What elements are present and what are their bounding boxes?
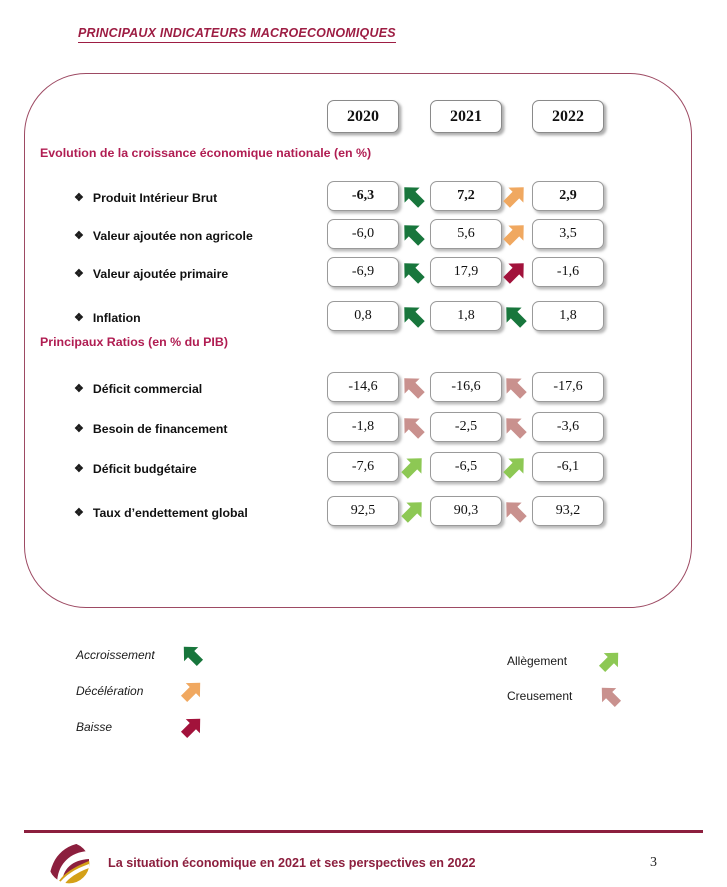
value-box-valeur-ajoutee-non-agricole-2021: 5,6 xyxy=(430,219,502,249)
indicator-label-valeur-ajoutee-non-agricole xyxy=(74,229,253,243)
value-box-deficit-budgetaire-2022: -6,1 xyxy=(532,452,604,482)
trend-arrow-accroissement-icon xyxy=(396,217,430,251)
value-box-taux-dendettement-global-2021: 90,3 xyxy=(430,496,502,526)
trend-arrow-accroissement-icon xyxy=(396,255,430,289)
indicator-label-taux-dendettement-global xyxy=(74,506,248,520)
organization-logo-icon xyxy=(45,839,93,887)
value-box-valeur-ajoutee-primaire-2022: -1,6 xyxy=(532,257,604,287)
diamond-bullet-icon: ❖ xyxy=(74,267,84,280)
year-header-2020: 2020 xyxy=(327,100,399,133)
indicator-label-text: Valeur ajoutée non agricole xyxy=(92,229,253,243)
value-box-valeur-ajoutee-primaire-2020: -6,9 xyxy=(327,257,399,287)
value-box-inflation-2022: 1,8 xyxy=(532,301,604,331)
value-box-valeur-ajoutee-non-agricole-2020: -6,0 xyxy=(327,219,399,249)
legend-arrow-deceleration-icon xyxy=(176,675,208,707)
indicator-row-besoin-de-financement xyxy=(0,412,727,446)
trend-arrow-baisse-icon xyxy=(498,255,532,289)
page-title: PRINCIPAUX INDICATEURS MACROECONOMIQUES xyxy=(78,26,396,43)
diamond-bullet-icon: ❖ xyxy=(74,311,84,324)
value-box-taux-dendettement-global-2022: 93,2 xyxy=(532,496,604,526)
trend-arrow-deceleration-icon xyxy=(498,217,532,251)
indicator-label-text: Produit Intérieur Brut xyxy=(92,191,218,205)
value-box-deficit-commercial-2022: -17,6 xyxy=(532,372,604,402)
value-box-besoin-de-financement-2022: -3,6 xyxy=(532,412,604,442)
legend-item-baisse xyxy=(76,712,112,742)
trend-arrow-creusement-icon xyxy=(396,370,430,404)
legend-item-creusement xyxy=(507,681,572,711)
year-header-2021: 2021 xyxy=(430,100,502,133)
year-header-2022: 2022 xyxy=(532,100,604,133)
indicator-row-taux-dendettement-global xyxy=(0,496,727,530)
indicator-row-deficit-commercial xyxy=(0,372,727,406)
legend-arrow-accroissement-icon xyxy=(176,639,208,671)
diamond-bullet-icon: ❖ xyxy=(74,506,84,519)
indicator-label-text: Besoin de financement xyxy=(92,422,228,436)
trend-arrow-creusement-icon xyxy=(498,494,532,528)
indicator-row-inflation xyxy=(0,301,727,335)
trend-arrow-allegement-icon xyxy=(396,494,430,528)
footer-divider xyxy=(24,830,703,833)
diamond-bullet-icon: ❖ xyxy=(74,229,84,242)
indicator-row-valeur-ajoutee-primaire xyxy=(0,257,727,291)
trend-arrow-allegement-icon xyxy=(498,450,532,484)
diamond-bullet-icon: ❖ xyxy=(74,191,84,204)
value-box-besoin-de-financement-2021: -2,5 xyxy=(430,412,502,442)
indicator-label-besoin-de-financement xyxy=(74,422,228,436)
legend-label-deceleration: Décélération xyxy=(76,684,144,698)
legend-item-allegement xyxy=(507,646,567,676)
trend-arrow-accroissement-icon xyxy=(498,299,532,333)
value-box-deficit-budgetaire-2021: -6,5 xyxy=(430,452,502,482)
indicator-row-produit-interieur-brut xyxy=(0,181,727,215)
value-box-taux-dendettement-global-2020: 92,5 xyxy=(327,496,399,526)
trend-arrow-deceleration-icon xyxy=(498,179,532,213)
year-header-row xyxy=(0,100,727,134)
trend-arrow-creusement-icon xyxy=(498,370,532,404)
indicator-label-produit-interieur-brut xyxy=(74,191,217,205)
value-box-produit-interieur-brut-2020: -6,3 xyxy=(327,181,399,211)
trend-arrow-creusement-icon xyxy=(396,410,430,444)
value-box-inflation-2021: 1,8 xyxy=(430,301,502,331)
trend-arrow-accroissement-icon xyxy=(396,179,430,213)
value-box-deficit-commercial-2020: -14,6 xyxy=(327,372,399,402)
page-number: 3 xyxy=(650,855,657,870)
indicator-row-deficit-budgetaire xyxy=(0,452,727,486)
value-box-produit-interieur-brut-2021: 7,2 xyxy=(430,181,502,211)
indicator-label-text: Inflation xyxy=(92,311,141,325)
legend-label-accroissement: Accroissement xyxy=(76,648,155,662)
legend-item-deceleration xyxy=(76,676,143,706)
legend-label-creusement: Creusement xyxy=(507,689,573,703)
legend-arrow-baisse-icon xyxy=(176,711,208,743)
indicator-label-text: Taux d’endettement global xyxy=(92,506,248,520)
legend-arrow-allegement-icon xyxy=(594,645,626,677)
value-box-produit-interieur-brut-2022: 2,9 xyxy=(532,181,604,211)
indicator-label-text: Déficit budgétaire xyxy=(92,462,197,476)
diamond-bullet-icon: ❖ xyxy=(74,382,84,395)
indicator-label-deficit-budgetaire xyxy=(74,462,197,476)
diamond-bullet-icon: ❖ xyxy=(74,422,84,435)
legend-arrow-creusement-icon xyxy=(594,680,626,712)
indicator-label-text: Valeur ajoutée primaire xyxy=(92,267,229,281)
footer-title: La situation économique en 2021 et ses perspectives en 2022 xyxy=(108,856,476,870)
section-heading-croissance: Evolution de la croissance économique nationale (en %) xyxy=(40,146,372,160)
value-box-inflation-2020: 0,8 xyxy=(327,301,399,331)
value-box-deficit-budgetaire-2020: -7,6 xyxy=(327,452,399,482)
value-box-deficit-commercial-2021: -16,6 xyxy=(430,372,502,402)
diamond-bullet-icon: ❖ xyxy=(74,462,84,475)
legend-item-accroissement xyxy=(76,640,155,670)
section-heading-ratios: Principaux Ratios (en % du PIB) xyxy=(40,335,228,349)
value-box-besoin-de-financement-2020: -1,8 xyxy=(327,412,399,442)
trend-arrow-allegement-icon xyxy=(396,450,430,484)
indicator-label-deficit-commercial xyxy=(74,382,202,396)
legend-label-baisse: Baisse xyxy=(76,720,113,734)
indicator-label-valeur-ajoutee-primaire xyxy=(74,267,228,281)
legend-label-allegement: Allègement xyxy=(507,654,568,668)
trend-arrow-accroissement-icon xyxy=(396,299,430,333)
value-box-valeur-ajoutee-non-agricole-2022: 3,5 xyxy=(532,219,604,249)
indicator-label-text: Déficit commercial xyxy=(92,382,203,396)
value-box-valeur-ajoutee-primaire-2021: 17,9 xyxy=(430,257,502,287)
trend-arrow-creusement-icon xyxy=(498,410,532,444)
indicator-row-valeur-ajoutee-non-agricole xyxy=(0,219,727,253)
indicator-label-inflation xyxy=(74,311,141,325)
